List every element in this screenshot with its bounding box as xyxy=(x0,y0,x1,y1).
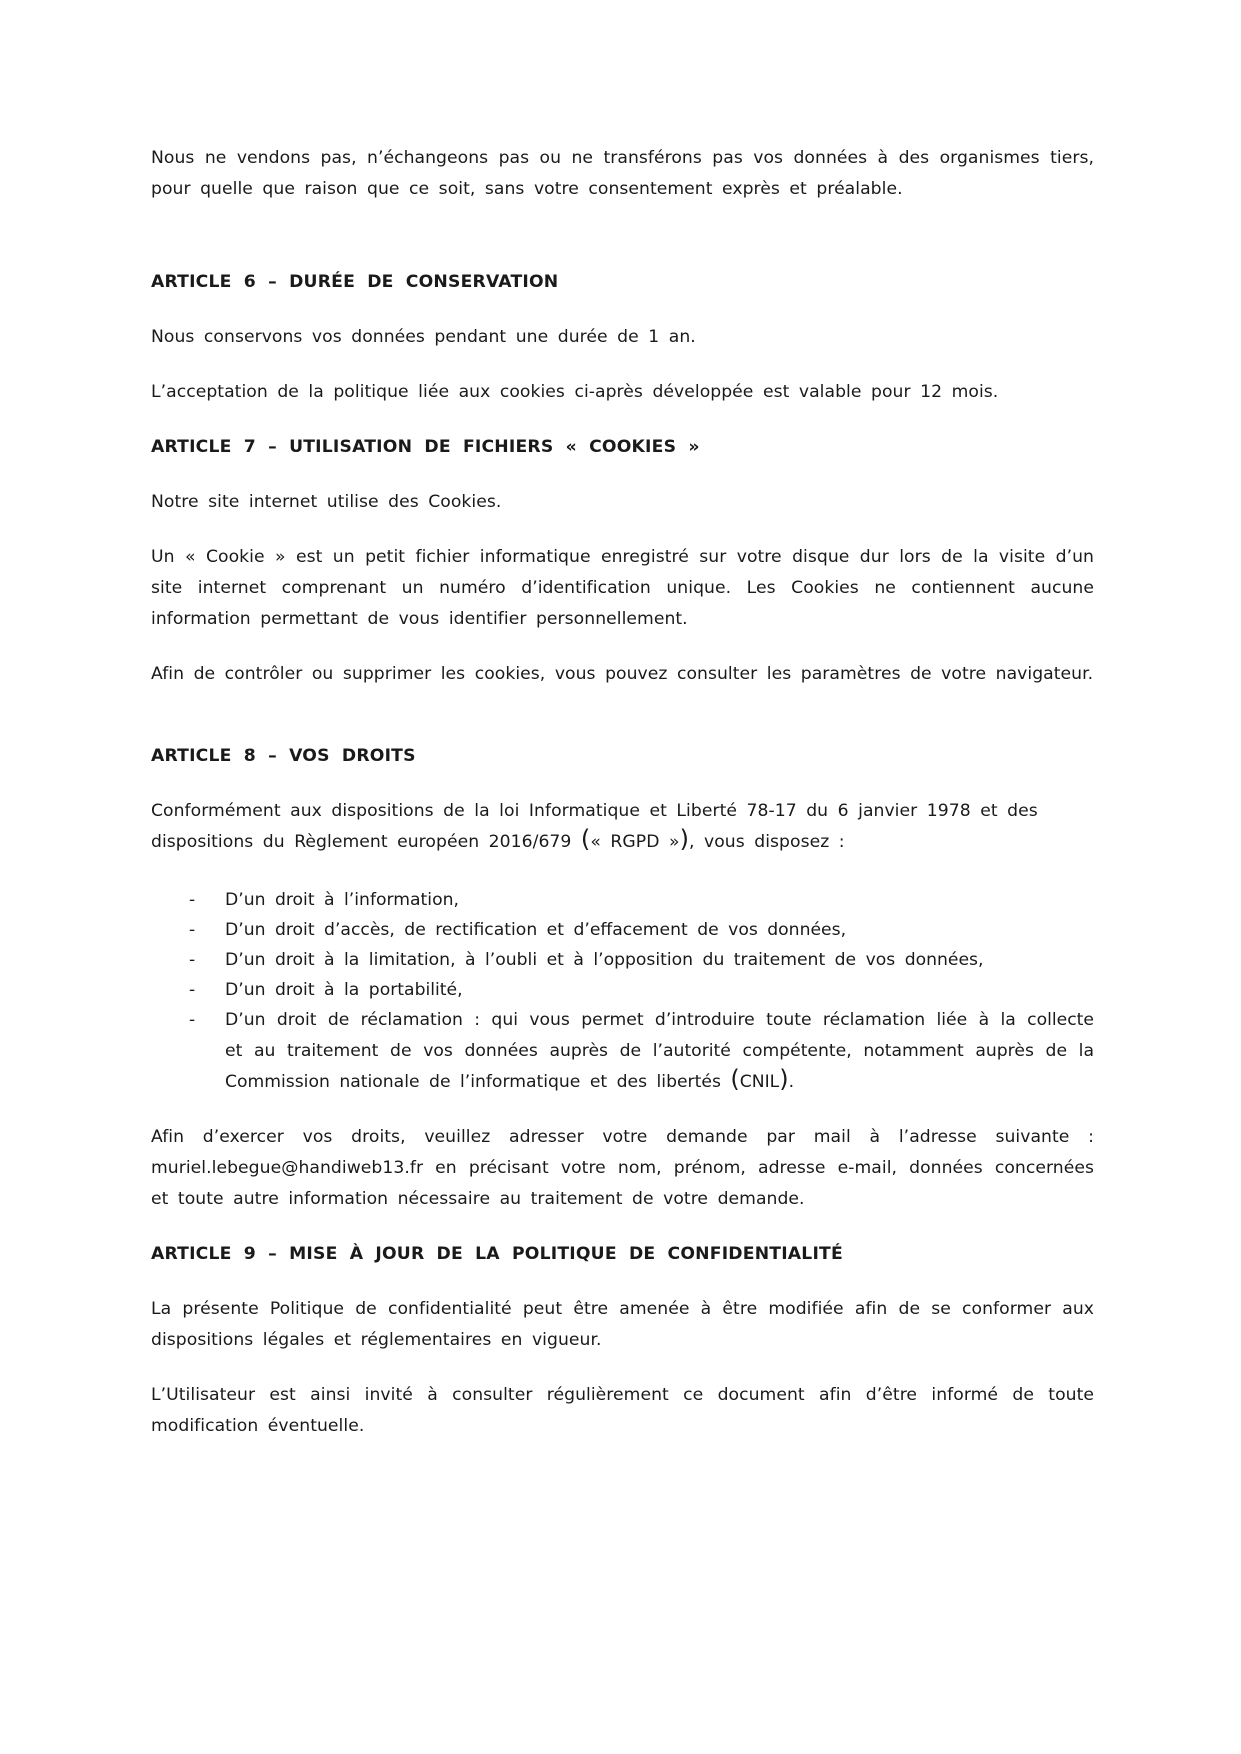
right-text: D’un droit à la limitation, à l’oubli et à l’opposition du traitement de vos données, xyxy=(225,950,984,970)
intro-text-c: , vous disposez : xyxy=(688,832,845,852)
right-text: D’un droit à la portabilité, xyxy=(225,980,463,1000)
article-8-intro-line-1: Conformément aux dispositions de la loi Informatique et Liberté 78-17 du 6 janvier 1978 et des xyxy=(151,801,1038,821)
paren-close: ) xyxy=(679,825,689,853)
article-9-title: ARTICLE 9 – MISE À JOUR DE LA POLITIQUE DE CONFIDENTIALITÉ xyxy=(151,1244,843,1264)
intro-paragraph: Nous ne vendons pas, n’échangeons pas ou ne transférons pas vos données à des organismes tiers, pour quelle que raison que ce soit, sans votre consentement exprès et préalable. xyxy=(151,148,1094,199)
paren-open: ( xyxy=(580,825,591,853)
contact-email: muriel.lebegue@handiweb13.fr xyxy=(151,1158,424,1178)
article-6-title: ARTICLE 6 – DURÉE DE CONSERVATION xyxy=(151,272,559,292)
article-7-paragraph-1: Notre site internet utilise des Cookies. xyxy=(151,492,502,512)
article-6-paragraph-2: L’acceptation de la politique liée aux cookies ci-après développée est valable pour 12 mois. xyxy=(151,382,999,402)
article-8-title: ARTICLE 8 – VOS DROITS xyxy=(151,746,416,766)
cnil-text: CNIL xyxy=(739,1072,780,1092)
article-6-paragraph-1: Nous conservons vos données pendant une durée de 1 an. xyxy=(151,327,696,347)
bullet-dash: - xyxy=(189,980,196,1000)
list-item xyxy=(151,885,1094,916)
right-text-c: . xyxy=(788,1072,795,1092)
right-text-a: D’un droit de réclamation : qui vous permet d’introduire toute réclamation liée à la collecte et au traitement de vos données auprès de l’autorité compétente, notamment auprès de la Commission nationale de l’informatique et des libertés xyxy=(225,1010,1094,1092)
article-9-paragraph-1: La présente Politique de confidentialité peut être amenée à être modifiée afin de se conformer aux dispositions légales et réglementaires en vigueur. xyxy=(151,1299,1094,1350)
bullet-dash: - xyxy=(189,1010,196,1030)
right-text: D’un droit d’accès, de rectification et d’effacement de vos données, xyxy=(225,920,847,940)
article-7-title: ARTICLE 7 – UTILISATION DE FICHIERS « COOKIES » xyxy=(151,437,700,457)
exercise-text-a: Afin d’exercer vos droits, veuillez adresser votre demande par mail à l’adresse suivante : xyxy=(151,1127,1094,1147)
list-item xyxy=(151,945,1094,976)
paren-open: ( xyxy=(730,1065,740,1093)
bullet-dash: - xyxy=(189,890,196,910)
article-9-paragraph-2: L’Utilisateur est ainsi invité à consulter régulièrement ce document afin d’être informé de toute modification éventuelle. xyxy=(151,1385,1094,1436)
article-8-exercise-paragraph xyxy=(151,1122,1094,1215)
bullet-dash: - xyxy=(189,950,196,970)
article-7-paragraph-3: Afin de contrôler ou supprimer les cookies, vous pouvez consulter les paramètres de votre navigateur. xyxy=(151,664,1094,684)
article-7-paragraph-2: Un « Cookie » est un petit fichier informatique enregistré sur votre disque dur lors de la visite d’un site internet comprenant un numéro d’identification unique. Les Cookies ne contiennent aucune information permettant de vous identifier personnellement. xyxy=(151,547,1094,629)
list-item xyxy=(151,915,1094,946)
list-item xyxy=(151,1005,1094,1098)
intro-text-a: dispositions du Règlement européen 2016/679 xyxy=(151,832,581,852)
rgpd-text: « RGPD » xyxy=(590,832,680,852)
rights-list xyxy=(151,885,1094,1098)
article-8-intro-line-2 xyxy=(151,827,1094,858)
list-item xyxy=(151,975,1094,1006)
paren-close: ) xyxy=(779,1065,789,1093)
exercise-text-b: en précisant votre nom, prénom, adresse e-mail, données concernées et toute autre information nécessaire au traitement de votre demande. xyxy=(151,1158,1094,1209)
bullet-dash: - xyxy=(189,920,196,940)
right-text: D’un droit à l’information, xyxy=(225,890,459,910)
